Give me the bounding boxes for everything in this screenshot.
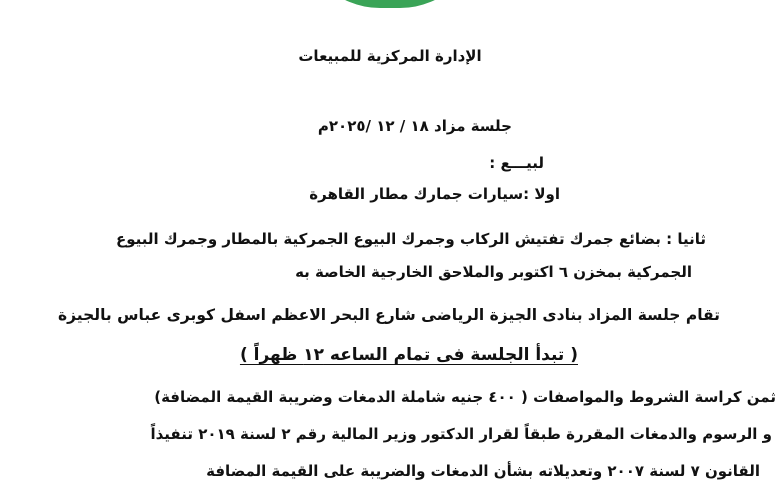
conditions-line-2: و الرسوم والدمغات المقررة طبقاً لقرار الدكتور وزير المالية رقم ٢ لسنة ٢٠١٩ تنفيذاً — [150, 425, 772, 443]
sale-item-second-line1: ثانيا : بضائع جمرك تفتيش الركاب وجمرك البيوع الجمركية بالمطار وجمرك البيوع — [115, 230, 706, 248]
venue-text: تقام جلسة المزاد بنادى الجيزة الرياضى شارع البحر الاعظم اسفل كوبرى عباس بالجيزة — [57, 306, 720, 324]
session-start-time: ( تبدأ الجلسة فى تمام الساعه ١٢ ظهراً ) — [239, 345, 578, 365]
auction-session-date: جلسة مزاد ١٨ / ١٢ /٢٠٢٥م — [317, 117, 512, 135]
department-title: الإدارة المركزية للمبيعات — [298, 47, 482, 65]
for-sale-heading: لبيـــع : — [489, 154, 544, 172]
conditions-line-1: ثمن كراسة الشروط والمواصفات ( ٤٠٠ جنيه شاملة الدمغات وضريبة القيمة المضافة) — [154, 388, 776, 406]
sale-item-first: اولا :سيارات جمارك مطار القاهرة — [309, 185, 560, 203]
sale-item-second-line2: الجمركية بمخزن ٦ اكتوبر والملاحق الخارجية الخاصة به — [295, 263, 692, 281]
organization-logo — [300, 0, 480, 8]
conditions-line-3: القانون ٧ لسنة ٢٠٠٧ وتعديلاته بشأن الدمغات والضريبة على القيمة المضافة — [206, 462, 760, 480]
